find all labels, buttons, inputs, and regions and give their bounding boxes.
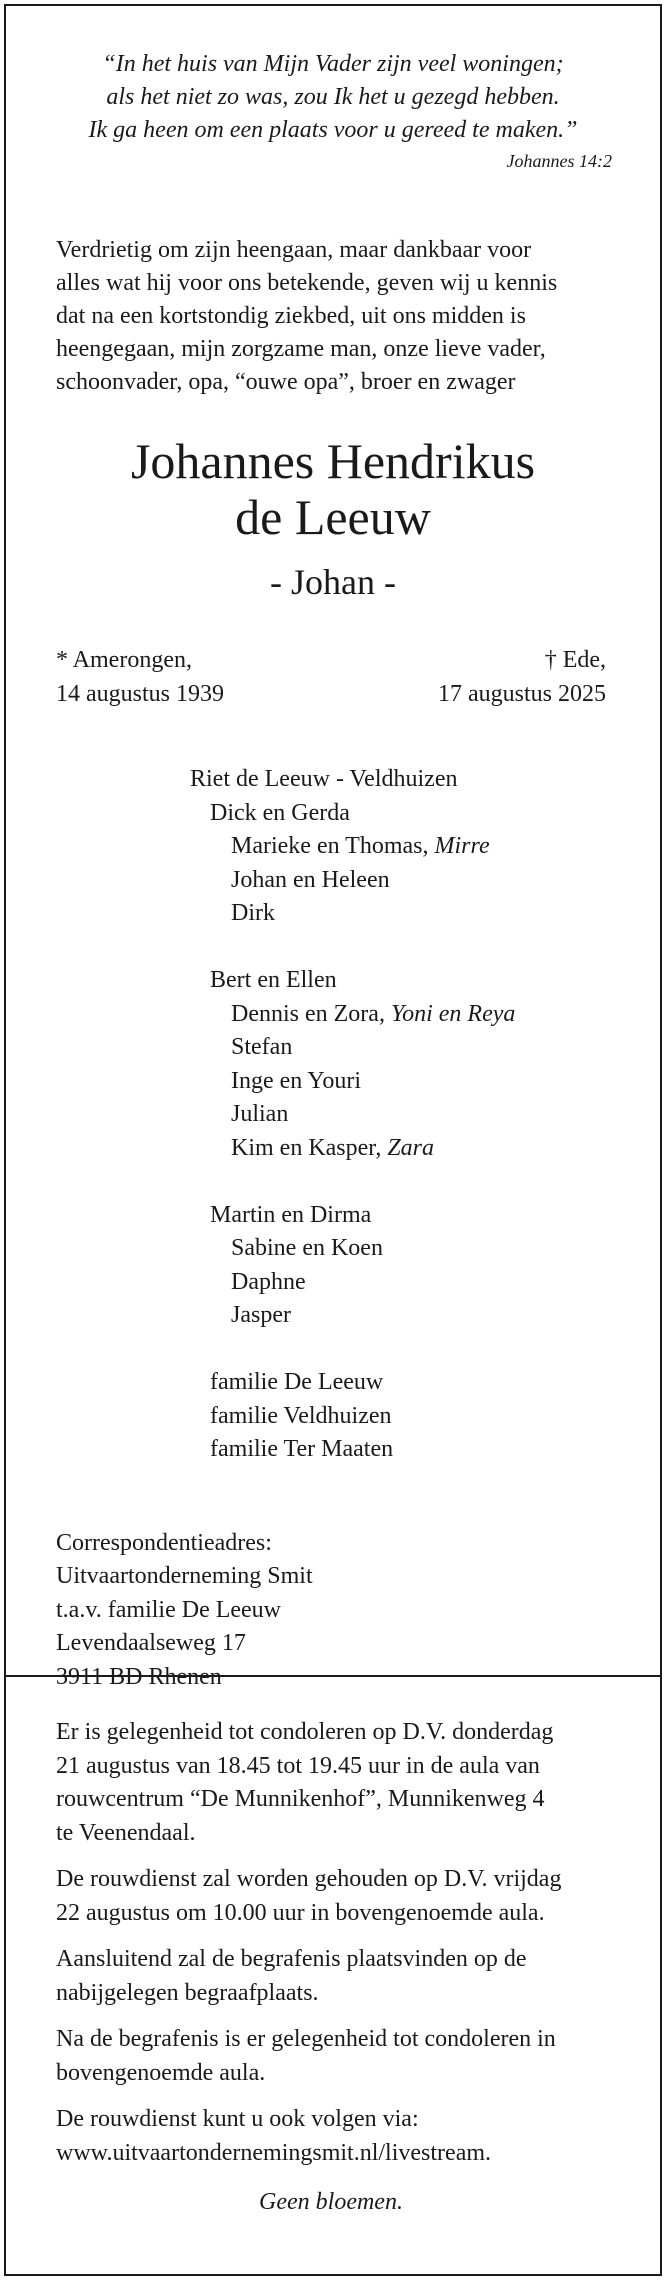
grandchild: Daphne [231, 1268, 306, 1295]
name-line-2: de Leeuw [235, 489, 431, 545]
divider [6, 1675, 660, 1677]
intro-line: heengegaan, mijn zorgzame man, onze lieve vader, [56, 336, 546, 362]
spacer [190, 1333, 660, 1367]
burial-info [56, 1943, 606, 2010]
intro-text [56, 234, 606, 399]
funeral-info [56, 1716, 606, 2220]
quote-line: als het niet zo was, zou Ik het u gezegd hebben. [106, 84, 560, 110]
intro-line: schoonvader, opa, “ouwe opa”, broer en zwager [56, 369, 516, 395]
info-line: De rouwdienst kunt u ook volgen via: [56, 2106, 419, 2132]
grandchild: Stefan [231, 1034, 293, 1060]
child: Bert en Ellen [210, 967, 337, 993]
intro-line: alles wat hij voor ons betekende, geven wij u kennis [56, 270, 558, 296]
info-line: rouwcentrum “De Munnikenhof”, Munnikenweg 4 [56, 1786, 545, 1812]
info-line: nabijgelegen begraafplaats. [56, 1979, 319, 2006]
great-grandchild: Mirre [434, 833, 490, 859]
condolence-info [56, 1716, 606, 1850]
info-line: De rouwdienst zal worden gehouden op D.V. vrijdag [56, 1866, 562, 1892]
correspondence-line: 3911 BD Rhenen [56, 1663, 222, 1690]
quote-line: Ik ga heen om een plaats voor u gereed te maken.” [88, 117, 578, 143]
spacer [190, 931, 660, 965]
service-info [56, 1863, 606, 1930]
obituary-card [4, 4, 662, 2276]
intro-line: dat na een kortstondig ziekbed, uit ons midden is [56, 303, 526, 329]
birth-date: 14 augustus 1939 [56, 681, 224, 707]
grandchild: Sabine en Koen [231, 1235, 383, 1261]
info-line: Na de begrafenis is er gelegenheid tot condoleren in [56, 2026, 556, 2052]
great-grandchild: Zara [387, 1134, 435, 1161]
grandchild-name: Kim en Kasper, [231, 1134, 388, 1161]
death-info [438, 643, 606, 711]
after-burial-info [56, 2023, 606, 2090]
grandchild-name: Dennis en Zora, [231, 1000, 391, 1027]
grandchild: Dirk [231, 900, 275, 926]
grandchild: Julian [231, 1101, 289, 1127]
grandchild [190, 1132, 660, 1166]
livestream-info [56, 2103, 606, 2170]
great-grandchild: Yoni en Reya [390, 1000, 516, 1027]
info-line: 22 augustus om 10.00 uur in bovengenoemde aula. [56, 1899, 545, 1926]
grandchild [190, 998, 660, 1032]
death-place: † Ede, [544, 647, 606, 673]
livestream-url: www.uitvaartondernemingsmit.nl/livestream. [56, 2139, 492, 2166]
child: Dick en Gerda [210, 799, 350, 826]
deceased-name [6, 433, 660, 545]
info-line: Aansluitend zal de begrafenis plaatsvinden op de [56, 1946, 527, 1972]
info-line: bovengenoemde aula. [56, 2059, 266, 2086]
spouse: Riet de Leeuw - Veldhuizen [190, 766, 458, 792]
correspondence-address [56, 1527, 660, 1695]
grandchild-name: Marieke en Thomas, [231, 833, 435, 859]
birth-place: * Amerongen, [56, 647, 192, 673]
correspondence-line: Correspondentieadres: [56, 1529, 272, 1556]
quote-reference: Johannes 14:2 [506, 151, 612, 171]
info-line: te Veenendaal. [56, 1819, 196, 1846]
no-flowers-note: Geen bloemen. [259, 2189, 403, 2215]
info-line: 21 augustus van 18.45 tot 19.45 uur in de aula van [56, 1752, 540, 1779]
life-dates [56, 643, 606, 711]
nickname: - Johan - [270, 562, 396, 602]
correspondence-line: Levendaalseweg 17 [56, 1630, 246, 1656]
birth-info [56, 643, 224, 711]
intro-line: Verdrietig om zijn heengaan, maar dankbaar voor [56, 237, 532, 263]
correspondence-line: t.a.v. familie De Leeuw [56, 1596, 282, 1623]
name-line-1: Johannes Hendrikus [130, 433, 536, 489]
relative: familie De Leeuw [210, 1369, 384, 1395]
grandchild: Inge en Youri [231, 1067, 361, 1094]
bible-quote [6, 48, 660, 147]
family-list [190, 763, 660, 1467]
spacer [190, 1165, 660, 1199]
quote-line: “In het huis van Mijn Vader zijn veel woningen; [102, 51, 564, 77]
grandchild: Jasper [231, 1302, 291, 1328]
child: Martin en Dirma [210, 1201, 372, 1228]
grandchild [190, 830, 660, 864]
relative: familie Veldhuizen [210, 1402, 392, 1429]
relative: familie Ter Maaten [210, 1436, 394, 1462]
info-line: Er is gelegenheid tot condoleren op D.V. donderdag [56, 1719, 554, 1745]
grandchild: Johan en Heleen [231, 866, 390, 893]
death-date: 17 augustus 2025 [438, 681, 606, 707]
correspondence-line: Uitvaartonderneming Smit [56, 1563, 313, 1589]
